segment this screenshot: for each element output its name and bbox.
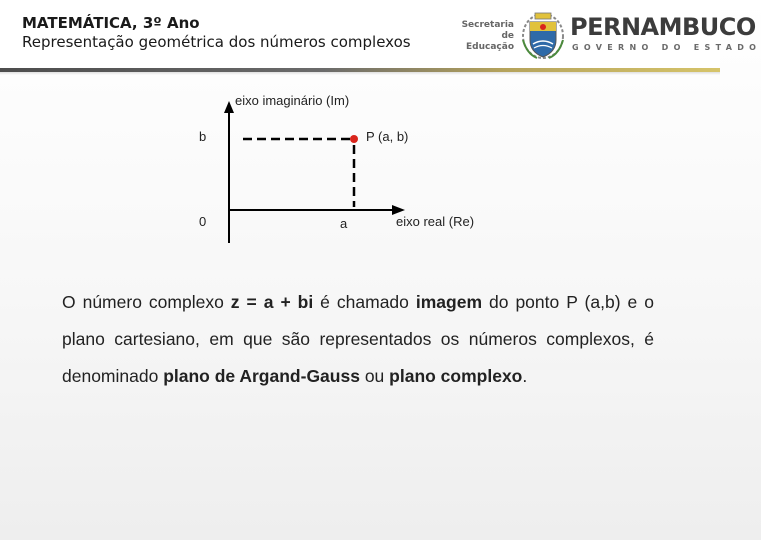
origin-label: 0: [199, 214, 207, 229]
secretaria-line-2: Educação: [466, 42, 514, 52]
topic-title: Representação geométrica dos números complexos: [22, 33, 411, 51]
definition-paragraph: [62, 284, 654, 395]
imaginary-axis-arrowhead: [224, 101, 234, 113]
imaginary-axis-label: eixo imaginário (Im): [235, 93, 350, 108]
real-axis-label: eixo real (Re): [396, 214, 475, 229]
subject-title: MATEMÁTICA, 3º Ano: [22, 14, 200, 32]
paragraph-text-3: do ponto P (a,b) e o plano cartesiano, em que são representados os números complexos, é denominado: [62, 292, 654, 386]
point-p-marker: [350, 135, 358, 143]
state-crest-icon: [521, 10, 565, 60]
point-p-label: P (a, b): [366, 129, 409, 144]
brand-name: PERNAMBUCO: [570, 13, 756, 41]
header-shadow: [0, 72, 720, 75]
slide-title: [22, 14, 411, 52]
paragraph-text-2: é chamado: [313, 292, 416, 312]
paragraph-text-4: ou: [359, 366, 390, 386]
a-label: a: [340, 216, 348, 231]
term-plano-argand-gauss: plano de Argand-Gauss: [163, 366, 360, 386]
secretaria-label: [452, 20, 514, 53]
paragraph-text-5: .: [522, 366, 528, 386]
header-bar: [0, 0, 761, 70]
b-label: b: [199, 129, 207, 144]
brand-subtitle: GOVERNO DO ESTADO: [572, 43, 761, 52]
formula-z: z = a + bi: [230, 292, 314, 312]
paragraph-text-1: O número complexo: [62, 292, 231, 312]
term-plano-complexo: plano complexo: [389, 366, 523, 386]
argand-diagram-svg: [0, 80, 720, 250]
argand-diagram: [0, 80, 720, 250]
term-imagem: imagem: [415, 292, 483, 312]
secretaria-line-1: Secretaria de: [461, 20, 514, 41]
